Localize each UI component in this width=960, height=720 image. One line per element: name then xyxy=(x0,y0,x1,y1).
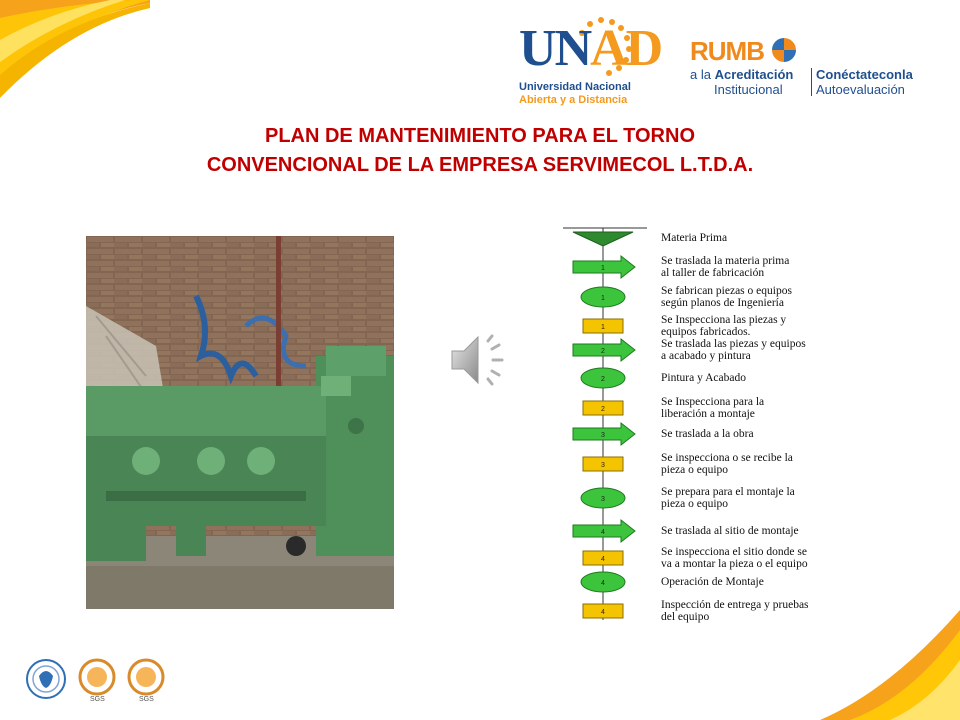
flow-step-text-line1: Materia Prima xyxy=(661,232,728,244)
flow-step-text-line1: Inspección de entrega y pruebas xyxy=(661,599,809,611)
unad-subtitle-line2: Abierta y a Distancia xyxy=(519,94,628,106)
flow-symbol-number: 4 xyxy=(601,529,605,536)
flow-step-text-line2: según planos de Ingeniería xyxy=(661,297,784,309)
rumbo-line1: a la Acreditación xyxy=(690,67,794,82)
flow-step-text-line1: Se prepara para el montaje la xyxy=(661,486,795,498)
rumbo-wordmark: RUMB xyxy=(690,36,764,66)
svg-text:SGS: SGS xyxy=(90,696,105,703)
flow-step-text-line1: Se inspecciona o se recibe la xyxy=(661,452,793,464)
flow-step-text-line2: del equipo xyxy=(661,611,710,623)
flow-symbol-number: 3 xyxy=(601,496,605,503)
certification-logos xyxy=(24,654,174,704)
flow-step-text-line2: pieza o equipo xyxy=(661,498,729,510)
flow-symbol-number: 2 xyxy=(601,376,605,383)
flow-symbol-triangle xyxy=(573,232,633,246)
flow-step-text-line2: liberación a montaje xyxy=(661,408,755,420)
flow-symbol-number: 4 xyxy=(601,556,605,563)
rumbo-right-line2: Autoevaluación xyxy=(816,82,905,97)
flow-step-label xyxy=(661,314,786,338)
corner-decoration-bottom-right xyxy=(820,610,960,720)
lathe-photo xyxy=(86,236,394,609)
unad-wordmark: UNAD xyxy=(519,20,662,77)
flow-step-label xyxy=(661,486,795,510)
flow-step-text-line1: Operación de Montaje xyxy=(661,576,764,588)
certification-badge-icon xyxy=(129,660,163,703)
flow-step-label xyxy=(661,428,754,440)
flow-step-text-line1: Se Inspecciona para la xyxy=(661,396,765,408)
flow-step-label xyxy=(661,285,792,309)
flow-step-text-line2: a acabado y pintura xyxy=(661,350,751,362)
flow-symbol-number: 1 xyxy=(601,295,605,302)
slide-title-line1: PLAN DE MANTENIMIENTO PARA EL TORNO xyxy=(264,125,696,147)
rumbo-line2: Institucional xyxy=(714,82,783,97)
flow-symbol-number: 3 xyxy=(601,462,605,469)
flow-step-text-line1: Se traslada a la obra xyxy=(661,428,754,440)
flow-step-text-line2: pieza o equipo xyxy=(661,464,729,476)
slide-title-line2: CONVENCIONAL DE LA EMPRESA SERVIMECOL L.T.D.A. xyxy=(206,154,754,176)
flow-step-label xyxy=(661,255,789,279)
flow-symbol-number: 2 xyxy=(601,348,605,355)
flow-step-label xyxy=(661,452,793,476)
flow-step-text-line1: Se fabrican piezas o equipos xyxy=(661,285,792,297)
rumbo-divider xyxy=(811,68,812,96)
colombia-seal-icon xyxy=(27,660,65,698)
flow-step-text-line1: Se Inspecciona las piezas y xyxy=(661,314,787,326)
flow-step-text-line1: Se traslada al sitio de montaje xyxy=(661,525,799,537)
speaker-icon[interactable] xyxy=(448,331,510,389)
flow-step-label xyxy=(661,232,727,244)
flow-symbol-number: 1 xyxy=(601,265,605,272)
rumbo-right-line1: Conéctateconla xyxy=(816,67,913,82)
flow-step-text-line1: Se inspecciona el sitio donde se xyxy=(661,546,807,558)
corner-decoration-top-left xyxy=(0,0,150,100)
flow-step-label xyxy=(661,525,799,537)
slide-title xyxy=(60,122,900,180)
flow-step-text-line2: va a montar la pieza o el equipo xyxy=(661,558,808,570)
rumbo-acreditacion-logo xyxy=(690,36,930,100)
flow-step-label xyxy=(661,372,746,384)
flow-symbol-number: 4 xyxy=(601,609,605,616)
flow-step-text-line2: equipos fabricados. xyxy=(661,326,751,338)
flow-step-text-line1: Se traslada las piezas y equipos xyxy=(661,338,806,350)
flow-symbol-number: 1 xyxy=(601,324,605,331)
process-flowchart xyxy=(563,222,867,626)
unad-logo xyxy=(515,15,662,107)
unad-subtitle-line1: Universidad Nacional xyxy=(519,81,631,93)
flow-step-text-line2: al taller de fabricación xyxy=(661,267,765,279)
flow-step-label xyxy=(661,599,809,623)
rumbo-globe-icon xyxy=(772,38,796,62)
flow-step-label xyxy=(661,576,764,588)
flow-step-text-line1: Se traslada la materia prima xyxy=(661,255,790,267)
flow-step-text-line1: Pintura y Acabado xyxy=(661,372,746,384)
flow-step-label xyxy=(661,546,808,570)
flow-symbol-number: 2 xyxy=(601,406,605,413)
flow-symbol-number: 4 xyxy=(601,580,605,587)
svg-text:SGS: SGS xyxy=(139,696,154,703)
certification-badge-icon xyxy=(80,660,114,703)
flow-step-label xyxy=(661,338,806,362)
flow-step-label xyxy=(661,396,764,420)
flow-symbol-number: 3 xyxy=(601,432,605,439)
